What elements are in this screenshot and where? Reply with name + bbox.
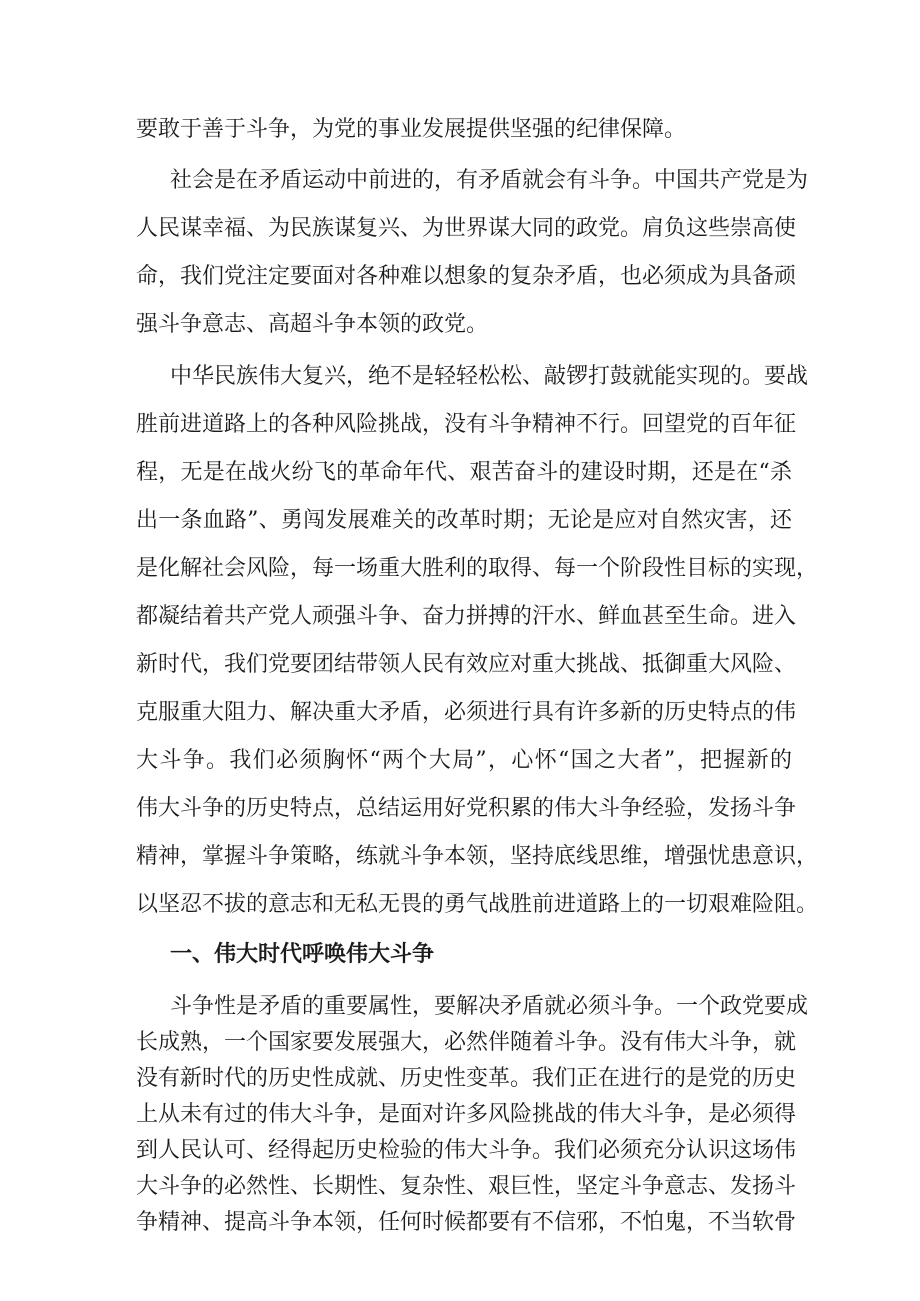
paragraph-4-line-3: 没有新时代的历史性成就、历史性变革。我们正在进行的是党的历史 bbox=[136, 1066, 797, 1091]
paragraph-4-line-2: 长成熟，一个国家要发展强大，必然伴随着斗争。没有伟大斗争，就 bbox=[136, 1030, 797, 1055]
paragraph-3-line-1: 中华民族伟大复兴，绝不是轻轻松松、敲锣打鼓就能实现的。要战 bbox=[170, 364, 809, 389]
paragraph-3-line-2: 胜前进道路上的各种风险挑战，没有斗争精神不行。回望党的百年征 bbox=[136, 412, 797, 437]
paragraph-4-line-6: 大斗争的必然性、长期性、复杂性、艰巨性，坚定斗争意志、发扬斗 bbox=[136, 1174, 797, 1199]
paragraph-3-line-4: 出一条血路”、勇闯发展难关的改革时期；无论是应对自然灾害，还 bbox=[136, 508, 792, 533]
paragraph-3-line-5: 是化解社会风险，每一场重大胜利的取得、每一个阶段性目标的实现， bbox=[136, 556, 819, 581]
paragraph-2-line-3: 命，我们党注定要面对各种难以想象的复杂矛盾，也必须成为具备顽 bbox=[136, 264, 797, 289]
paragraph-4-line-1: 斗争性是矛盾的重要属性，要解决矛盾就必须斗争。一个政党要成 bbox=[170, 994, 809, 1019]
paragraph-2-line-1: 社会是在矛盾运动中前进的，有矛盾就会有斗争。中国共产党是为 bbox=[170, 168, 809, 193]
paragraph-3-line-10: 伟大斗争的历史特点，总结运用好党积累的伟大斗争经验，发扬斗争 bbox=[136, 796, 797, 821]
paragraph-1-line-1: 要敢于善于斗争，为党的事业发展提供坚强的纪律保障。 bbox=[136, 117, 687, 142]
paragraph-4-line-7: 争精神、提高斗争本领，任何时候都要有不信邪，不怕鬼，不当软骨 bbox=[136, 1210, 797, 1235]
paragraph-3-line-12: 以坚忍不拔的意志和无私无畏的勇气战胜前进道路上的一切艰难险阻。 bbox=[136, 892, 819, 917]
paragraph-2-line-2: 人民谋幸福、为民族谋复兴、为世界谋大同的政党。肩负这些崇高使 bbox=[136, 216, 797, 241]
paragraph-3-line-7: 新时代，我们党要团结带领人民有效应对重大挑战、抵御重大风险、 bbox=[136, 652, 797, 677]
paragraph-3-line-9: 大斗争。我们必须胸怀“两个大局”，心怀“国之大者”，把握新的 bbox=[136, 748, 792, 773]
paragraph-2-line-4: 强斗争意志、高超斗争本领的政党。 bbox=[136, 312, 489, 337]
paragraph-3-line-8: 克服重大阻力、解决重大矛盾，必须进行具有许多新的历史特点的伟 bbox=[136, 700, 797, 725]
paragraph-4-line-5: 到人民认可、经得起历史检验的伟大斗争。我们必须充分认识这场伟 bbox=[136, 1138, 797, 1163]
paragraph-3-line-6: 都凝结着共产党人顽强斗争、奋力拼搏的汗水、鲜血甚至生命。进入 bbox=[136, 604, 797, 629]
paragraph-3-line-3: 程，无是在战火纷飞的革命年代、艰苦奋斗的建设时期，还是在“杀 bbox=[136, 460, 792, 485]
paragraph-3-line-11: 精神，掌握斗争策略，练就斗争本领，坚持底线思维，增强忧患意识， bbox=[136, 844, 819, 869]
section-heading: 一、伟大时代呼唤伟大斗争 bbox=[170, 942, 435, 967]
paragraph-4-line-4: 上从未有过的伟大斗争，是面对许多风险挑战的伟大斗争，是必须得 bbox=[136, 1102, 797, 1127]
